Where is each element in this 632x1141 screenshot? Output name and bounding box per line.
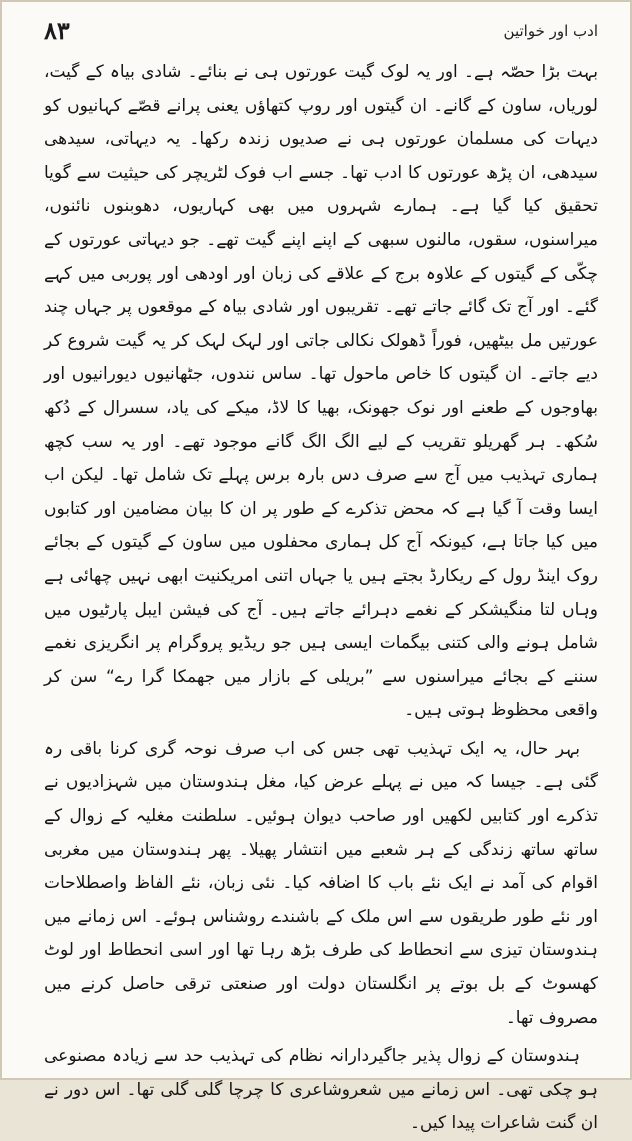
paragraph-1: بہت بڑا حصّہ ہے۔ اور یہ لوک گیت عورتوں ہی نے بنائے۔ شادی بیاہ کے گیت، لوریاں، ساون کے گانے۔ ان گیتوں اور روپ کتھاؤں یعنی پرانے قصّے کہانیوں کو دیہات کی مسلمان عورتوں ہی نے صدیوں زندہ رکھا۔ یہ دیہاتی، سیدھی سیدھی، ان پڑھ عورتوں کا ادب تھا۔ جسے اب فوک لٹریچر کی حیثیت سے گویا تحقیق کیا گیا ہے۔ ہمارے شہروں میں بھی کہاریوں، دھوبنوں نائنوں، میراسنوں، سقوں، مالنوں سبھی کے اپنے اپنے گیت تھے۔ جو دیہاتی عورتوں کے چکّی کے گیتوں کے علاوہ برج کے علاقے کی زبان اور اودھی اور پوربی میں کہے گئے۔ اور آج تک گائے جاتے تھے۔ تقریبوں اور شادی بیاہ کے موقعوں پر جہاں چند عورتیں مل بیٹھیں، فوراً ڈھولک نکالی جاتی اور لہک لہک کر یہ گیت شروع کر دیے جاتے۔ ان گیتوں کا خاص ماحول تھا۔ ساس نندوں، جٹھانیوں دیورانیوں اور بھاوجوں کے طعنے اور نوک جھونک، بھیا کا لاڈ، میکے کی یاد، سسرال کے دُکھ سُکھ۔ ہر گھریلو تقریب کے لیے الگ الگ گانے موجود تھے۔ اور یہ سب کچھ ہماری تہذیب میں آج سے صرف دس بارہ برس پہلے تک شامل تھا۔ لیکن اب ایسا وقت آ گیا ہے کہ محض تذکرے کے طور پر ان کا بیان مضامین اور کتابوں میں کیا جاتا ہے، کیونکہ آج کل ہماری محفلوں میں ساون کے گیتوں کے بجائے روک اینڈ رول کے ریکارڈ بجتے ہیں یا جہاں اتنی امریکنیت ابھی نہیں چھائی ہے وہاں لتا منگیشکر کے نغمے دہرائے جاتے ہیں۔ آج کی فیشن ایبل پارٹیوں میں شامل ہونے والی کتنی بیگمات ایسی ہیں جو ریڈیو پروگرام پر انگریزی نغمے سننے کے بجائے میراسنوں سے ”بریلی کے بازار میں جھمکا گرا رے“ سن کر واقعی محظوظ ہوتی ہیں۔ — [44, 62, 598, 721]
body-text — [44, 56, 598, 1141]
page-number: ۸۳ — [44, 16, 70, 45]
running-title: ادب اور خواتین — [503, 22, 598, 40]
page-header — [26, 16, 606, 50]
paragraph-2: بہر حال، یہ ایک تہذیب تھی جس کی اب صرف نوحہ گری کرنا باقی رہ گئی ہے۔ جیسا کہ میں نے پہلے عرض کیا، مغل ہندوستان میں شہزادیوں نے تذکرے اور کتابیں لکھیں اور صاحب دیوان ہوئیں۔ سلطنت مغلیہ کے زوال کے ساتھ ساتھ زندگی کے ہر شعبے میں انتشار پھیلا۔ پھر ہندوستان میں مغربی اقوام کی آمد نے ایک نئے باب کا اضافہ کیا۔ نئی زبان، نئے الفاظ واصطلاحات اور نئے طور طریقوں سے اس ملک کے باشندے روشناس ہوئے۔ اس زمانے میں ہندوستان تیزی سے انحطاط کی طرف بڑھ رہا تھا اور اسی انحطاط اور لوٹ کھسوٹ کے بل بوتے پر انگلستان دولت اور صنعتی ترقی حاصل کرنے میں مصروف تھا۔ — [44, 738, 598, 1028]
paragraph-3: ہندوستان کے زوال پذیر جاگیردارانہ نظام کی تہذیب حد سے زیادہ مصنوعی ہو چکی تھی۔ اس زمانے میں شعروشاعری کا چرچا گلی گلی تھا۔ اس دور نے ان گنت شاعرات پیدا کیں۔ — [44, 1046, 598, 1134]
